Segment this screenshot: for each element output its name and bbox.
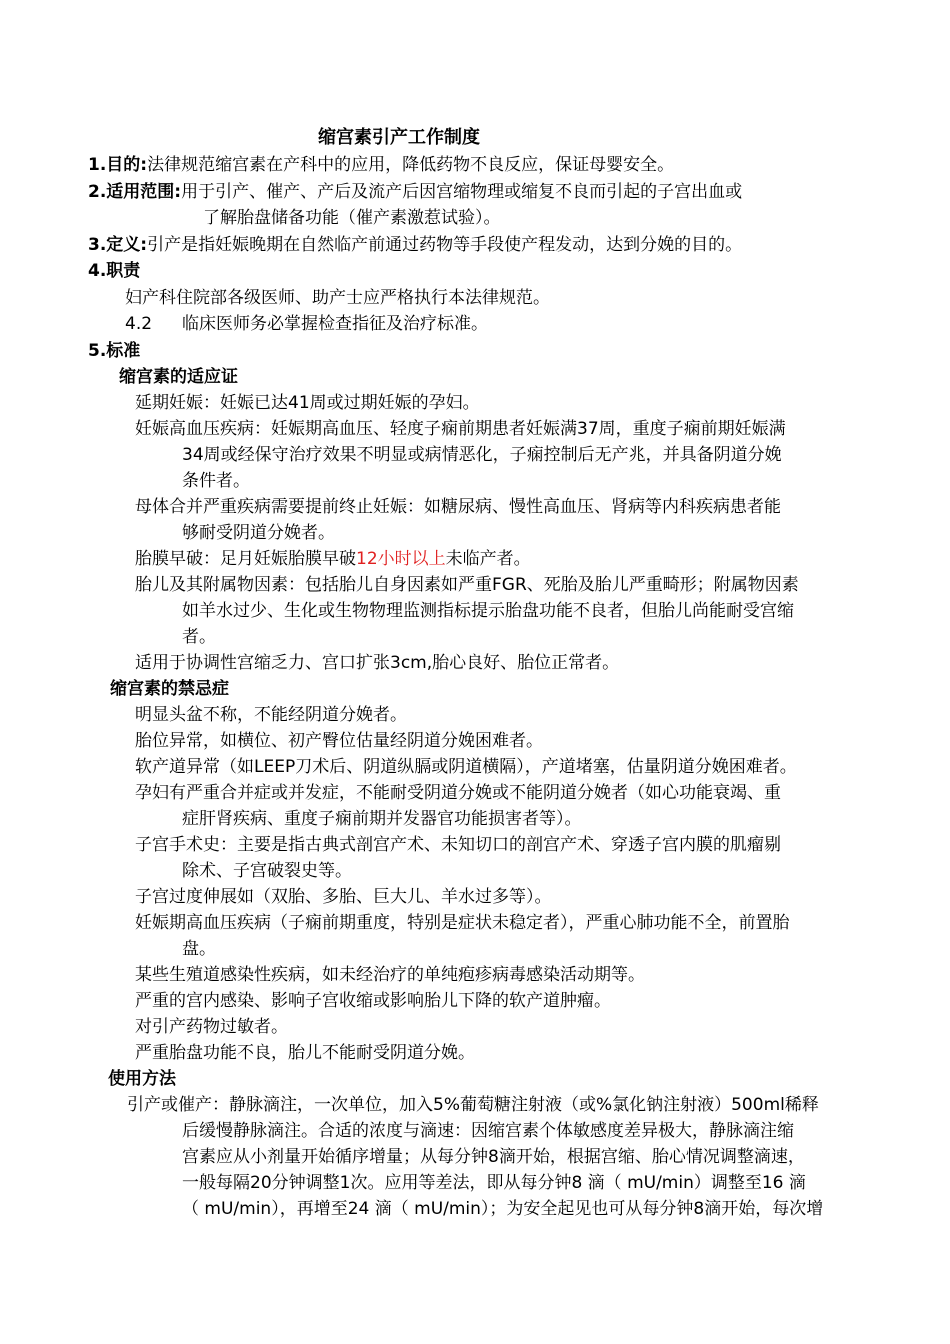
usage-paragraph-line: 宫素应从小剂量开始循序增量；从每分钟8滴开始，根据宫缩、胎心情况调整滴速，: [182, 1147, 805, 1167]
contraindication-item: 子宫过度伸展如（双胎、多胎、巨大儿、羊水过多等）。: [135, 887, 552, 907]
section-purpose: [88, 152, 674, 178]
section-label: 3.定义:: [88, 235, 148, 255]
contraindication-item: 明显头盆不称，不能经阴道分娩者。: [135, 705, 407, 725]
section-definition: [88, 232, 742, 258]
indication-item-continued: 条件者。: [182, 471, 250, 491]
indication-item-continued: 34周或经保守治疗效果不明显或病情恶化，子痫控制后无产兆，并具备阴道分娩: [182, 445, 782, 465]
usage-paragraph-line: 一般每隔20分钟调整1次。应用等差法，即从每分钟8 滴（ mU/min）调整至16 滴: [182, 1173, 806, 1193]
item-number: 4.2: [125, 314, 153, 334]
indication-item-continued: 如羊水过少、生化或生物物理监测指标提示胎盘功能不良者，但胎儿尚能耐受宫缩: [182, 601, 794, 621]
section-text: 法律规范缩宫素在产科中的应用，降低药物不良反应，保证母婴安全。: [147, 155, 675, 175]
section-responsibilities-heading: 4.职责: [88, 261, 141, 281]
usage-heading: 使用方法: [108, 1069, 176, 1089]
usage-paragraph-line: 后缓慢静脉滴注。合适的浓度与滴速：因缩宫素个体敏感度差异极大，静脉滴注缩: [182, 1121, 794, 1141]
section-label: 2.适用范围:: [88, 182, 182, 202]
indication-item-continued: 者。: [182, 627, 216, 647]
highlighted-text: 12小时以上: [356, 549, 446, 569]
contraindication-item: 妊娠期高血压疾病（子痫前期重度，特别是症状未稳定者），严重心肺功能不全，前置胎: [135, 913, 790, 933]
item-text: 临床医师务必掌握检查指征及治疗标准。: [182, 314, 489, 334]
indication-item-continued: 够耐受阴道分娩者。: [182, 523, 335, 543]
indication-item: 妊娠高血压疾病：妊娠期高血压、轻度子痫前期患者妊娠满37周，重度子痫前期妊娠满: [135, 419, 786, 439]
indication-item: 胎儿及其附属物因素：包括胎儿自身因素如严重FGR、死胎及胎儿严重畸形；附属物因素: [135, 575, 799, 595]
contraindication-item: 子宫手术史：主要是指古典式剖宫产术、未知切口的剖宫产术、穿透子宫内膜的肌瘤剔: [135, 835, 781, 855]
document-title: 缩宫素引产工作制度: [318, 127, 480, 148]
contraindication-item: 软产道异常（如LEEP刀术后、阴道纵膈或阴道横隔），产道堵塞，估量阴道分娩困难者。: [135, 757, 797, 777]
indication-item: 延期妊娠：妊娠已达41周或过期妊娠的孕妇。: [135, 393, 480, 413]
contraindication-item: 某些生殖道感染性疾病，如未经治疗的单纯疱疹病毒感染活动期等。: [135, 965, 645, 985]
section-scope-continued: 了解胎盘储备功能（催产素激惹试验）。: [203, 208, 501, 228]
indication-item: 适用于协调性宫缩乏力、宫口扩张3cm,胎心良好、胎位正常者。: [135, 653, 620, 673]
section-text: 用于引产、催产、产后及流产后因宫缩物理或缩复不良而引起的子宫出血或: [181, 182, 743, 202]
contraindication-item: 胎位异常，如横位、初产臀位估量经阴道分娩困难者。: [135, 731, 543, 751]
section-label: 1.目的:: [88, 155, 148, 175]
contraindication-item: 孕妇有严重合并症或并发症，不能耐受阴道分娩或不能阴道分娩者（如心功能衰竭、重: [135, 783, 781, 803]
indications-heading: 缩宫素的适应证: [119, 367, 238, 387]
indication-item: [135, 546, 531, 572]
indication-item: 母体合并严重疾病需要提前终止妊娠：如糖尿病、慢性高血压、肾病等内科疾病患者能: [135, 497, 781, 517]
contraindication-item: 对引产药物过敏者。: [135, 1017, 288, 1037]
item-text: 胎膜早破：足月妊娠胎膜早破: [135, 549, 356, 569]
item-text: 未临产者。: [445, 549, 531, 569]
section-standards-heading: 5.标准: [88, 341, 141, 361]
contraindications-heading: 缩宫素的禁忌症: [110, 679, 229, 699]
contraindication-item-continued: 盘。: [182, 939, 216, 959]
contraindication-item: 严重的宫内感染、影响子宫收缩或影响胎儿下降的软产道肿瘤。: [135, 991, 611, 1011]
responsibility-line-numbered: [125, 311, 488, 337]
responsibility-line: 妇产科住院部各级医师、助产士应严格执行本法律规范。: [125, 288, 550, 308]
usage-paragraph-line: （ mU/min），再增至24 滴（ mU/min）；为安全起见也可从每分钟8滴开始，每次增: [182, 1199, 824, 1219]
contraindication-item-continued: 症肝肾疾病、重度子痫前期并发器官功能损害者等）。: [182, 809, 582, 829]
section-text: 引产是指妊娠晚期在自然临产前通过药物等手段使产程发动，达到分娩的目的。: [147, 235, 743, 255]
usage-paragraph-line: 引产或催产：静脉滴注，一次单位，加入5%葡萄糖注射液（或%氯化钠注射液）500ml稀释: [127, 1095, 819, 1115]
contraindication-item-continued: 除术、子宫破裂史等。: [182, 861, 352, 881]
contraindication-item: 严重胎盘功能不良，胎儿不能耐受阴道分娩。: [135, 1043, 475, 1063]
section-scope: [88, 179, 742, 205]
